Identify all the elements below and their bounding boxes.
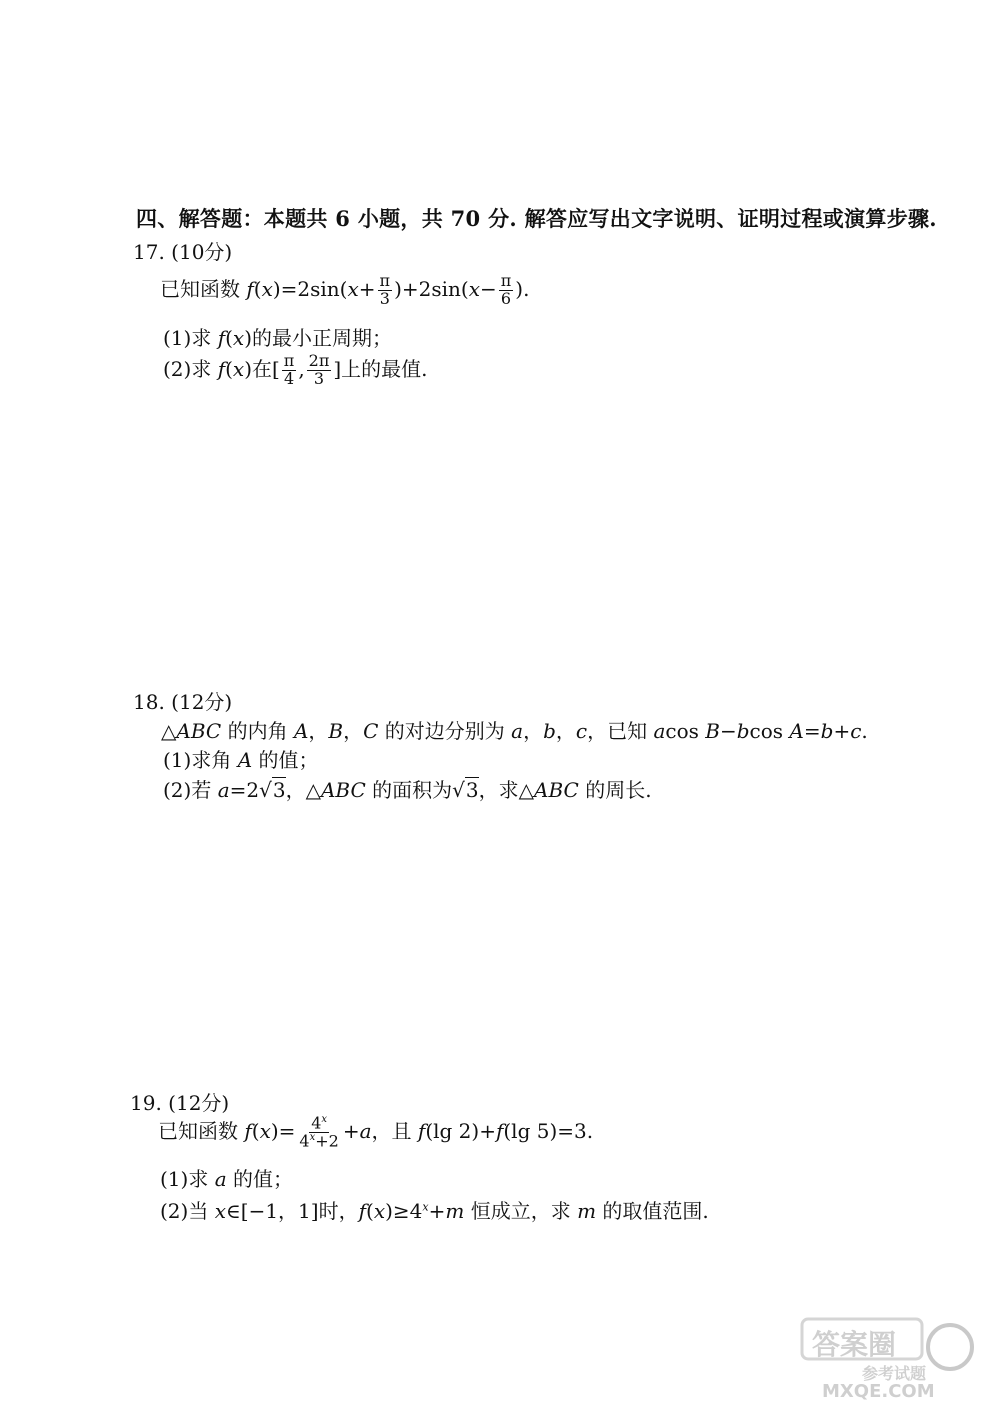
question-17-number: 17. (10分) [133,240,233,264]
question-17-stem-formula: f(x)=2sin(x+ $\frac{\pi}{3}$ )+2sin(x− $\frac{\pi}{6}$ ). [246,271,530,308]
question-18-part-1: (1)求角 A 的值； [163,748,319,772]
watermark-logo [792,1309,982,1404]
section-header: 四、解答题：本题共 6 小题，共 70 分. 解答应写出文字说明、证明过程或演算步骤. [136,206,937,231]
question-18-stem: △ABC 的内角 A，B，C 的对边分别为 a，b，c，已知 acos B−bcos A=b+c. [161,719,868,743]
question-19-stem: 已知函数 f(x)= $\frac{4^x}{4^x+2}$ +a，且 f(lg 2)+f(lg 5)=3. [158,1113,594,1151]
question-18-part-2: (2)若 a=2√3，△ABC 的面积为√3，求△ABC 的周长. [163,778,652,802]
question-19-number: 19. (12分) [130,1091,230,1115]
question-19-part-2: (2)当 x∈[−1，1]时，$f(x)\ge 4^x+m$ 恒成立，求 m 的取值范围. [160,1199,709,1223]
question-17-stem-prefix: 已知函数 [160,277,240,301]
watermark-text-3: 参考试题 [862,1364,927,1383]
question-17-part-1: (1)求 f(x)的最小正周期； [163,326,392,350]
watermark-text-2: MXQE.COM [822,1381,935,1402]
watermark-text-1: 答案圈 [812,1328,897,1361]
question-19-part-1: (1)求 a 的值； [160,1167,293,1191]
question-17-stem [160,273,529,308]
question-17-part-2: (2)求 f(x)在[ $\frac{\pi}{4}$ , $\frac{2\pi}{3}$ ]上的最值. [163,351,428,388]
question-18-number: 18. (12分) [133,690,233,714]
